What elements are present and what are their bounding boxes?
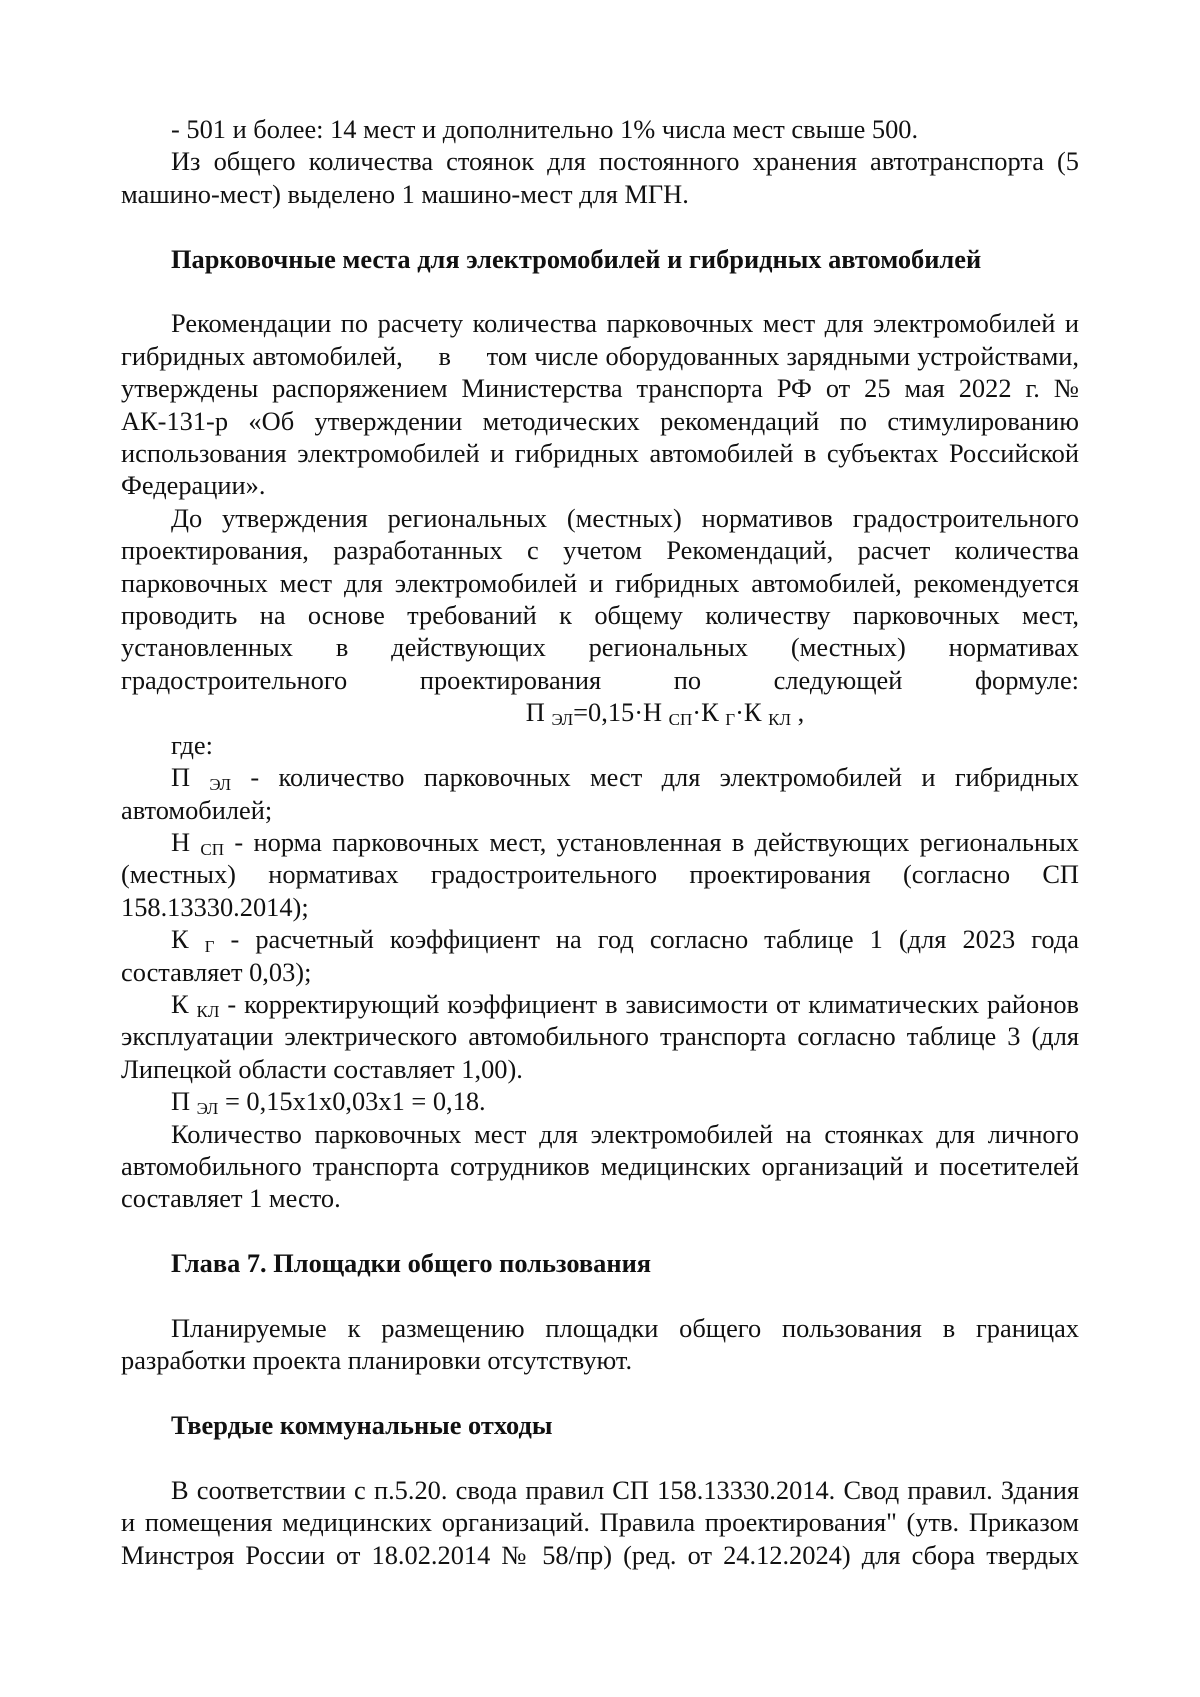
paragraph-before-approval: До утверждения региональных (местных) нормативов градостроительного проектирования, разработанных с учетом Рекомендаций, расчет количества парковочных мест для электромобилей и гибридных автомобилей, рекомендуется проводить на основе требований к общему количеству парковочных мест, установленных в действующих региональных (местных) нормативах градостроительного проектирования по следующей формуле: [121, 502, 1079, 695]
paragraph-public-areas: Планируемые к размещению площадки общего пользования в границах разработки проекта планировки отсутствуют. [121, 1312, 1079, 1376]
definition-p-el: П $_{ЭЛ}$ - количество парковочных мест для электромобилей и гибридных автомобилей; [121, 762, 1079, 825]
formula: П $_{ЭЛ}$=0,15·Н $_{СП}$·К $_Г$·К $_{КЛ}$ , [525, 697, 805, 730]
paragraph-ev-parking-count: Количество парковочных мест для электромобилей на стоянках для личного автомобильного транспорта сотрудников медицинских организаций и посетителей составляет 1 место. [121, 1118, 1079, 1214]
document-body [121, 113, 1086, 1571]
heading-ev-parking: Парковочные места для электромобилей и гибридных автомобилей [171, 243, 982, 274]
paragraph-solid-waste: В соответствии с п.5.20. свода правил СП 158.13330.2014. Свод правил. Здания и помещения медицинских организаций. Правила проектирования" (утв. Приказом Минстроя России от 18.02.2014 № 58/пр) (ред. от 24.12.2024) для сбора твердых [121, 1474, 1079, 1570]
paragraph-parking-mgn: Из общего количества стоянок для постоянного хранения автотранспорта (5 машино-мест) выделено 1 машино-мест для МГН. [121, 146, 1079, 209]
heading-chapter-7: Глава 7. Площадки общего пользования [171, 1248, 652, 1279]
paragraph-list-item-501: - 501 и более: 14 мест и дополнительно 1% числа мест свыше 500. [171, 114, 919, 144]
heading-solid-waste: Твердые коммунальные отходы [171, 1410, 553, 1441]
definition-k-kl: К $_{КЛ}$ - корректирующий коэффициент в зависимости от климатических районов эксплуатации электрического автомобильного транспорта согласно таблице 3 (для Липецкой области составляет 1,00). [121, 988, 1080, 1084]
definition-n-sp: Н $_{СП}$ - норма парковочных мест, установленная в действующих региональных (местных) нормативах градостроительного проектирования (согласно СП 158.13330.2014); [121, 826, 1080, 922]
calculation: П $_{ЭЛ}$ = 0,15х1х0,03х1 = 0,18. [171, 1086, 486, 1119]
paragraph-recommendations: Рекомендации по расчету количества парковочных мест для электромобилей и гибридных автомобилей, в том числе оборудованных зарядными устройствами, утверждены распоряжением Министерства транспорта РФ от 25 мая 2022 г. № АК-131-р «Об утверждении методических рекомендаций по стимулированию использования электромобилей и гибридных автомобилей в субъектах Российской Федерации». [121, 308, 1086, 501]
definition-k-g: К $_Г$ - расчетный коэффициент на год согласно таблице 1 (для 2023 года составляет 0,03); [121, 924, 1079, 987]
where-label: где: [171, 729, 213, 760]
